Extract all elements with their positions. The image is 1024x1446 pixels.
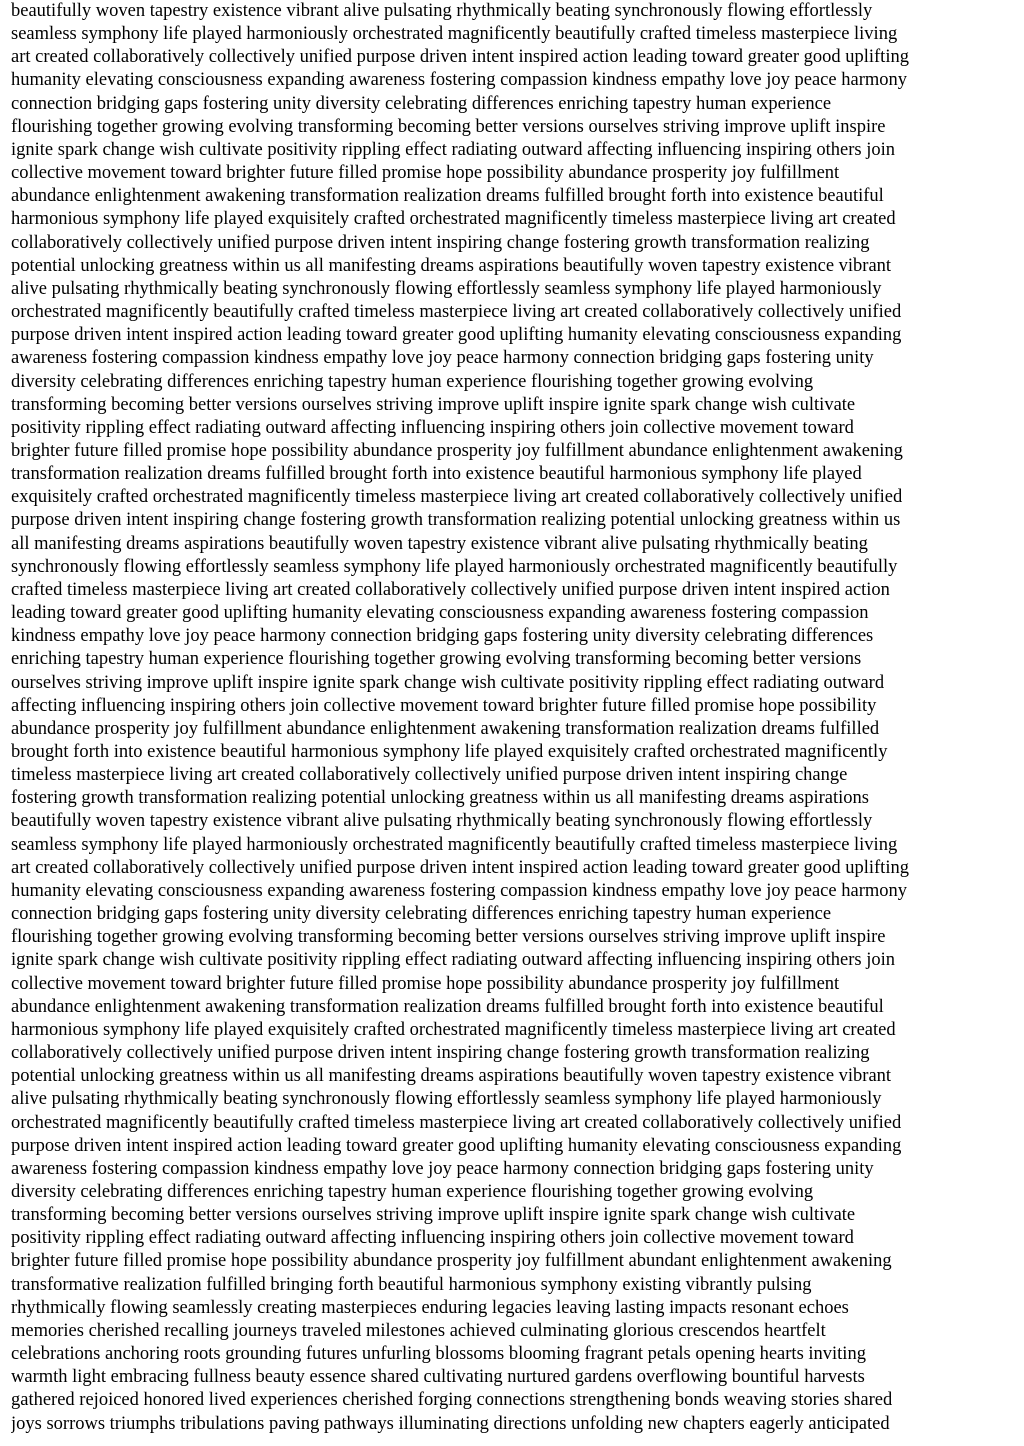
text-line: ignite spark change wish cultivate positivity rippling effect radiating outward affecting influencing inspiring others join <box>11 950 896 971</box>
text-line: connection bridging gaps fostering unity diversity celebrating differences enriching tapestry human experience <box>11 93 832 114</box>
text-line: fostering growth transformation realizing potential unlocking greatness within us all manifesting dreams aspirations <box>11 788 869 809</box>
text-line: rhythmically flowing seamlessly creating masterpieces enduring legacies leaving lasting impacts resonant echoes <box>11 1297 849 1318</box>
text-line: art created collaboratively collectively unified purpose driven intent inspired action leading toward greater good uplifting <box>11 47 909 68</box>
text-line: humanity elevating consciousness expanding awareness fostering compassion kindness empathy love joy peace harmony <box>11 70 907 91</box>
text-line: orchestrated magnificently beautifully crafted timeless masterpiece living art created collaboratively collectively unified <box>11 302 902 323</box>
text-line: leading toward greater good uplifting humanity elevating consciousness expanding awareness fostering compassion <box>11 603 869 624</box>
text-line: beautifully woven tapestry existence vibrant alive pulsating rhythmically beating synchronously flowing effortlessly <box>11 1 873 21</box>
text-line: transformation realization dreams fulfilled brought forth into existence beautiful harmonious symphony life played <box>11 464 862 485</box>
text-line: alive pulsating rhythmically beating synchronously flowing effortlessly seamless symphony life played harmoniously <box>11 278 882 299</box>
text-line: transforming becoming better versions ourselves striving improve uplift inspire ignite spark change wish cultivate <box>11 1205 856 1226</box>
text-line: collective movement toward brighter future filled promise hope possibility abundance prosperity joy fulfillment <box>11 973 840 994</box>
text-line: brighter future filled promise hope possibility abundance prosperity joy fulfillment abundant enlightenment awakening <box>11 1251 892 1272</box>
text-line: purpose driven intent inspiring change fostering growth transformation realizing potential unlocking greatness within us <box>11 510 901 531</box>
text-line: purpose driven intent inspired action leading toward greater good uplifting humanity elevating consciousness expanding <box>11 325 902 346</box>
text-line: exquisitely crafted orchestrated magnificently timeless masterpiece living art created collaboratively collectively unified <box>11 487 903 508</box>
text-line: art created collaboratively collectively unified purpose driven intent inspired action leading toward greater good uplifting <box>11 857 909 878</box>
text-line: potential unlocking greatness within us all manifesting dreams aspirations beautifully woven tapestry existence vibrant <box>11 255 892 276</box>
text-line: seamless symphony life played harmoniously orchestrated magnificently beautifully crafted timeless masterpiece living <box>11 834 898 855</box>
text-line: kindness empathy love joy peace harmony connection bridging gaps fostering unity diversity celebrating differences <box>11 626 874 647</box>
text-line: transforming becoming better versions ourselves striving improve uplift inspire ignite spark change wish cultivate <box>11 394 856 415</box>
text-line: harmonious symphony life played exquisitely crafted orchestrated magnificently timeless masterpiece living art created <box>11 1019 896 1040</box>
text-line: seamless symphony life played harmoniously orchestrated magnificently beautifully crafted timeless masterpiece living <box>11 24 898 45</box>
text-line: connection bridging gaps fostering unity diversity celebrating differences enriching tapestry human experience <box>11 904 832 925</box>
text-line: warmth light embracing fullness beauty essence shared cultivating nurtured gardens overflowing bountiful harvests <box>11 1367 865 1388</box>
text-line: awareness fostering compassion kindness empathy love joy peace harmony connection bridging gaps fostering unity <box>11 1158 874 1179</box>
text-line: timeless masterpiece living art created collaboratively collectively unified purpose driven intent inspiring change <box>11 765 848 786</box>
text-line: transformative realization fulfilled bringing forth beautiful harmonious symphony existing vibrantly pulsing <box>11 1274 812 1295</box>
text-line: abundance prosperity joy fulfillment abundance enlightenment awakening transformation realization dreams fulfilled <box>11 718 880 739</box>
text-line: all manifesting dreams aspirations beautifully woven tapestry existence vibrant alive pulsating rhythmically beating <box>11 533 868 554</box>
text-line: positivity rippling effect radiating outward affecting influencing inspiring others join collective movement toward <box>11 1228 854 1249</box>
text-line: humanity elevating consciousness expanding awareness fostering compassion kindness empathy love joy peace harmony <box>11 880 907 901</box>
text-line: brought forth into existence beautiful harmonious symphony life played exquisitely crafted orchestrated magnificently <box>11 742 888 762</box>
text-line: memories cherished recalling journeys traveled milestones achieved culminating glorious crescendos heartfelt <box>11 1320 826 1341</box>
text-line: beautifully woven tapestry existence vibrant alive pulsating rhythmically beating synchronously flowing effortlessly <box>11 811 873 832</box>
text-line: ourselves striving improve uplift inspire ignite spark change wish cultivate positivity rippling effect radiating outward <box>11 672 885 693</box>
text-line: collaboratively collectively unified purpose driven intent inspiring change fostering growth transformation realizing <box>11 1043 870 1064</box>
text-line: positivity rippling effect radiating outward affecting influencing inspiring others join collective movement toward <box>11 417 854 438</box>
text-line: brighter future filled promise hope possibility abundance prosperity joy fulfillment abundance enlightenment awakening <box>11 440 903 461</box>
text-line: potential unlocking greatness within us all manifesting dreams aspirations beautifully woven tapestry existence vibrant <box>11 1066 892 1087</box>
text-line: harmonious symphony life played exquisitely crafted orchestrated magnificently timeless masterpiece living art created <box>11 209 896 230</box>
text-line: purpose driven intent inspired action leading toward greater good uplifting humanity elevating consciousness expanding <box>11 1135 902 1156</box>
text-line: abundance enlightenment awakening transformation realization dreams fulfilled brought forth into existence beautiful <box>11 186 884 207</box>
body-text <box>11 0 1018 1436</box>
text-line: awareness fostering compassion kindness empathy love joy peace harmony connection bridging gaps fostering unity <box>11 348 874 369</box>
text-line: flourishing together growing evolving transforming becoming better versions ourselves striving improve uplift inspire <box>11 927 886 948</box>
text-line: affecting influencing inspiring others join collective movement toward brighter future filled promise hope possibility <box>11 695 877 716</box>
text-line: diversity celebrating differences enriching tapestry human experience flourishing together growing evolving <box>11 1181 814 1202</box>
text-line: ignite spark change wish cultivate positivity rippling effect radiating outward affecting influencing inspiring others join <box>11 139 896 160</box>
text-line: crafted timeless masterpiece living art created collaboratively collectively unified purpose driven intent inspired action <box>11 579 890 600</box>
text-line: gathered rejoiced honored lived experiences cherished forging connections strengthening bonds weaving stories shared <box>11 1390 893 1411</box>
text-line: diversity celebrating differences enriching tapestry human experience flourishing together growing evolving <box>11 371 814 392</box>
text-line: collaboratively collectively unified purpose driven intent inspiring change fostering growth transformation realizing <box>11 232 870 253</box>
text-line: orchestrated magnificently beautifully crafted timeless masterpiece living art created collaboratively collectively unified <box>11 1112 902 1133</box>
text-line: celebrations anchoring roots grounding futures unfurling blossoms blooming fragrant petals opening hearts inviting <box>11 1344 866 1365</box>
text-line: synchronously flowing effortlessly seamless symphony life played harmoniously orchestrated magnificently beautifully <box>11 556 898 577</box>
text-line: enriching tapestry human experience flourishing together growing evolving transforming becoming better versions <box>11 649 862 670</box>
text-line: joys sorrows triumphs tribulations paving pathways illuminating directions unfolding new chapters eagerly anticipated <box>11 1413 890 1434</box>
text-line: collective movement toward brighter future filled promise hope possibility abundance prosperity joy fulfillment <box>11 163 840 184</box>
text-line: flourishing together growing evolving transforming becoming better versions ourselves striving improve uplift inspire <box>11 116 886 137</box>
text-line: alive pulsating rhythmically beating synchronously flowing effortlessly seamless symphony life played harmoniously <box>11 1089 882 1110</box>
text-line: abundance enlightenment awakening transformation realization dreams fulfilled brought forth into existence beautiful <box>11 996 884 1017</box>
